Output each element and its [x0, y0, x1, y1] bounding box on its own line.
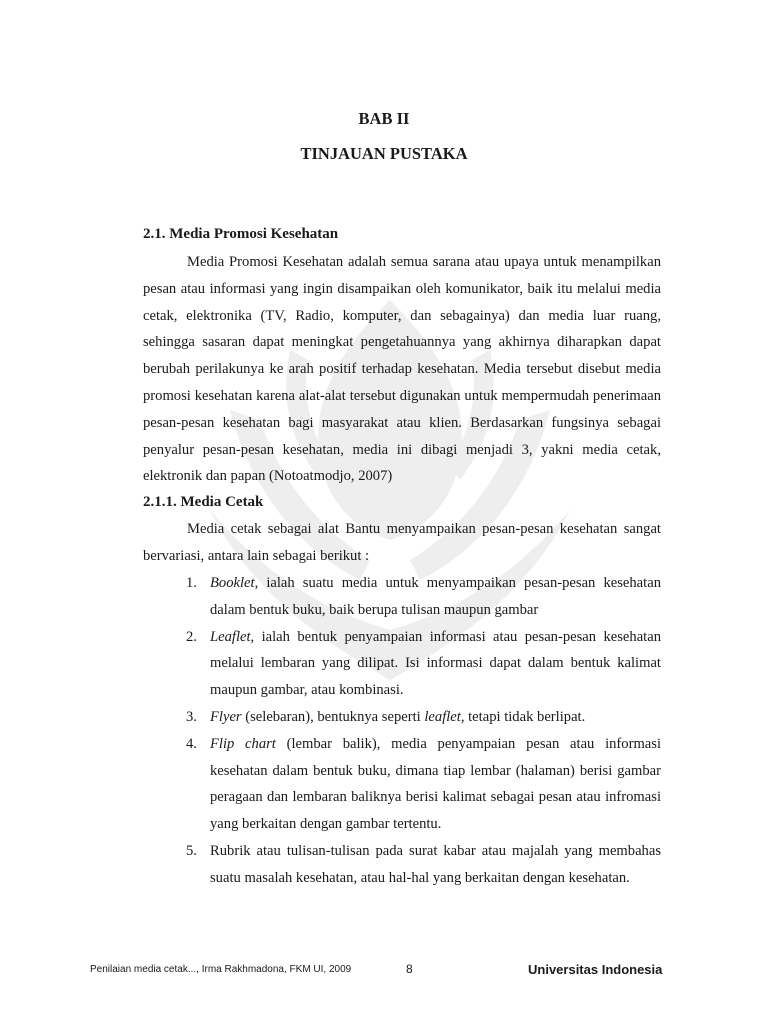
list-item-text: tetapi tidak berlipat.	[464, 708, 586, 725]
list-item	[186, 731, 661, 838]
list-item-term: Flip chart	[210, 735, 276, 752]
list-item	[186, 838, 661, 892]
list-item-term: Leaflet	[210, 628, 251, 645]
list-item-number: 4.	[186, 735, 197, 752]
list-item-term: Booklet	[210, 575, 255, 591]
section-2-1-1-paragraph: Media cetak sebagai alat Bantu menyampaikan pesan-pesan kesehatan sangat bervariasi, antara lain sebagai berikut :	[143, 521, 661, 564]
list-item-number: 3.	[186, 708, 197, 725]
page-number: 8	[406, 962, 413, 976]
list-item-number: 1.	[186, 575, 197, 591]
section-2-1-paragraph: Media Promosi Kesehatan adalah semua sarana atau upaya untuk menampilkan pesan atau informasi yang ingin disampaikan oleh komunikator, baik itu melalui media cetak, elektronika (TV, Radio, komputer, dan sebagainya) dan media luar ruang, sehingga sasaran dapat meningkat pengetahuannya yang akhirnya diharapkan dapat berubah perilakunya ke arah positif terhadap kesehatan. Media tersebut disebut media promosi kesehatan karena alat-alat tersebut digunakan untuk mempermudah penerimaan pesan-pesan kesehatan bagi masyarakat atau klien. Berdasarkan fungsinya sebagai penyalur pesan-pesan kesehatan, media ini dibagi menjadi 3, yakni media cetak, elektronik dan papan (Notoatmodjo, 2007)	[143, 254, 661, 485]
list-item-text: (lembar balik), media penyampaian pesan atau informasi kesehatan dalam bentuk buku, dimana tiap lembar (halaman) berisi gambar peragaan dan lembaran baliknya berisi kalimat sebagai pesan atau infromasi yang berkaitan dengan gambar tertentu.	[210, 735, 662, 833]
list-item	[186, 570, 661, 624]
section-heading-2-1: 2.1. Media Promosi Kesehatan	[143, 226, 339, 242]
list-item-number: 5.	[186, 842, 197, 859]
list-item-text-a: (selebaran), bentuknya seperti	[241, 708, 425, 725]
chapter-title: TINJAUAN PUSTAKA	[300, 144, 468, 163]
list-item-text: , ialah bentuk penyampaian informasi atau pesan-pesan kesehatan melalui lembaran yang dilipat. Isi informasi dapat dalam bentuk kalimat maupun gambar, atau kombinasi.	[210, 628, 661, 699]
list-item-text: Rubrik atau tulisan-tulisan pada surat kabar atau majalah yang membahas suatu masalah kesehatan, atau hal-hal yang berkaitan dengan kesehatan.	[210, 842, 661, 886]
list-item-number: 2.	[186, 628, 197, 645]
list-item	[186, 624, 661, 704]
media-cetak-list	[186, 570, 661, 892]
section-heading-2-1-1: 2.1.1. Media Cetak	[143, 494, 264, 510]
footer-citation: Penilaian media cetak..., Irma Rakhmadona, FKM UI, 2009	[90, 964, 352, 975]
list-item	[186, 704, 661, 731]
list-item-term-b: leaflet,	[424, 708, 465, 725]
list-item-text: , ialah suatu media untuk menyampaikan pesan-pesan kesehatan dalam bentuk buku, baik berupa tulisan maupun gambar	[210, 575, 661, 618]
chapter-number: BAB II	[358, 109, 410, 128]
footer-institution: Universitas Indonesia	[528, 962, 663, 977]
list-item-term: Flyer	[210, 708, 242, 725]
